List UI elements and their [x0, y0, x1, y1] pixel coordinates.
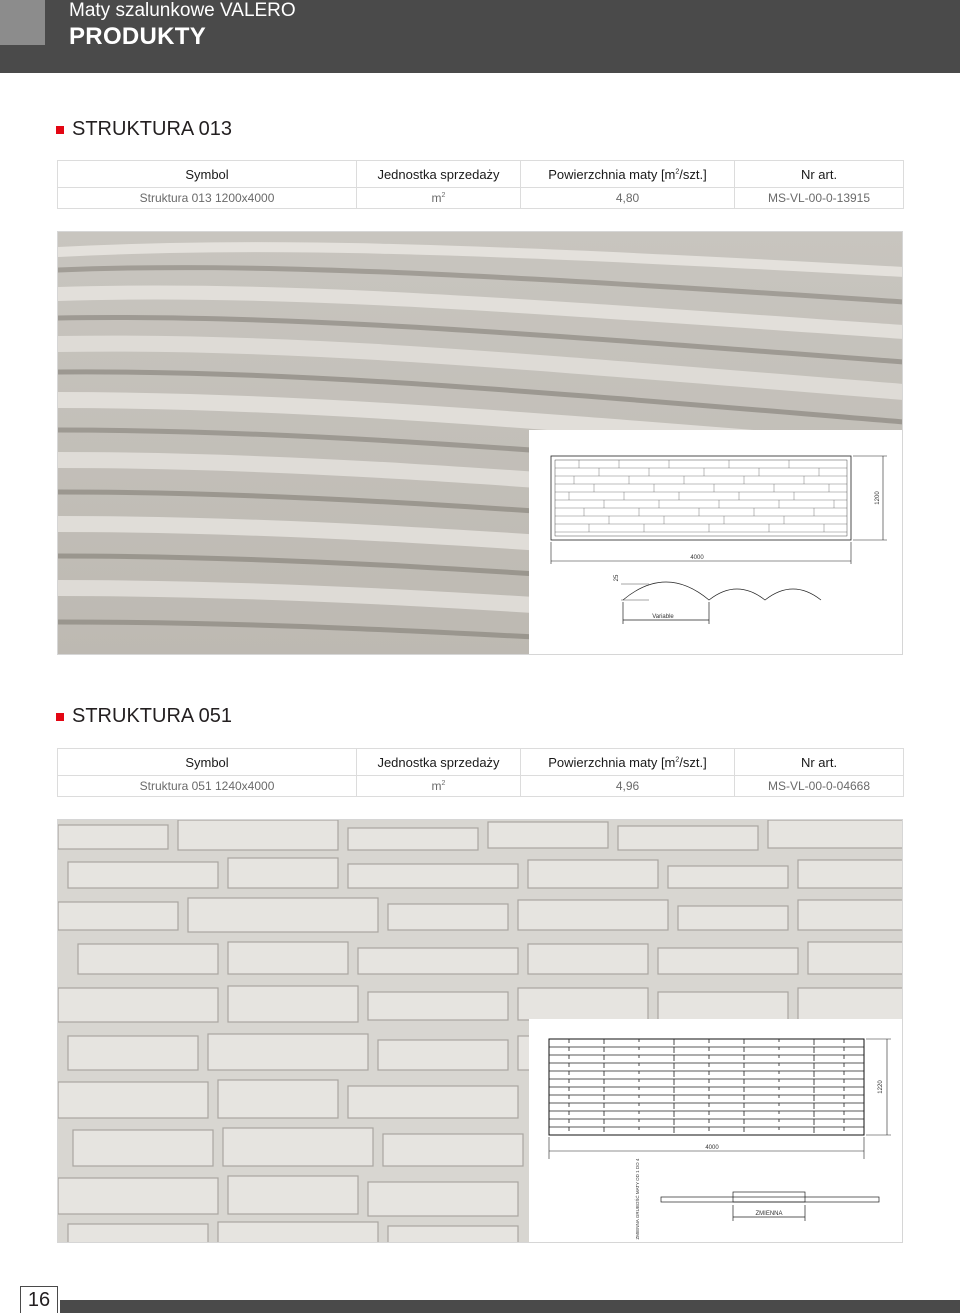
- section-heading-051: [56, 705, 232, 728]
- length-label: 4000: [705, 1145, 719, 1151]
- profile-label: ZMIENNA: [755, 1211, 783, 1217]
- table-header-row: [58, 161, 904, 188]
- header-bar: [0, 0, 960, 73]
- header-symbol: Symbol: [58, 161, 357, 188]
- red-bullet-icon: [56, 713, 64, 721]
- cell-symbol: Struktura 013 1200x4000: [58, 188, 357, 209]
- brick-pattern: [555, 460, 847, 532]
- header-logo-square: [0, 0, 45, 45]
- technical-drawing-013: [529, 430, 903, 655]
- page-number: 16: [20, 1286, 58, 1313]
- section-title: STRUKTURA 051: [72, 705, 233, 727]
- cell-symbol: Struktura 051 1240x4000: [58, 776, 357, 797]
- technical-drawing-051: [529, 1019, 903, 1243]
- red-bullet-icon: [56, 126, 64, 134]
- thickness-label: 25: [614, 574, 620, 582]
- height-label: 1200: [875, 491, 881, 505]
- height-dimension: [853, 456, 887, 540]
- header-subtitle: Maty szalunkowe VALERO: [69, 0, 296, 21]
- cell-article: MS-VL-00-0-04668: [735, 776, 904, 797]
- profile-arches: [621, 582, 821, 624]
- height-label: 1220: [878, 1080, 884, 1094]
- header-symbol: Symbol: [58, 749, 357, 776]
- table-row: [58, 188, 904, 209]
- header-title: PRODUKTY: [69, 23, 207, 50]
- profile-label: Variable: [652, 614, 674, 620]
- texture-photo-051: [57, 819, 903, 1243]
- cell-unit: $m^2$: [357, 776, 521, 797]
- section-title: STRUKTURA 013: [72, 118, 233, 140]
- table-row: [58, 776, 904, 797]
- section-heading-013: [56, 118, 232, 141]
- table-header-row: [58, 749, 904, 776]
- panel-outline: [551, 456, 851, 540]
- cell-area: 4,96: [521, 776, 735, 797]
- stone-pattern: [549, 1039, 864, 1135]
- cell-article: MS-VL-00-0-13915: [735, 188, 904, 209]
- header-area: Powierzchnia maty $[m^2/szt.]$: [521, 161, 735, 188]
- header-unit: Jednostka sprzedaży: [357, 749, 521, 776]
- cell-unit: $m^2$: [357, 188, 521, 209]
- thickness-label: ZMIENNA GRUBOŚĆ MATY OD 1 DO 4: [635, 1158, 640, 1240]
- header-article: Nr art.: [735, 749, 904, 776]
- header-unit: Jednostka sprzedaży: [357, 161, 521, 188]
- spec-table-051: [57, 748, 904, 797]
- header-area: Powierzchnia maty $[m^2/szt.]$: [521, 749, 735, 776]
- footer-bar: [60, 1300, 960, 1313]
- header-article: Nr art.: [735, 161, 904, 188]
- texture-photo-013: [57, 231, 903, 655]
- length-label: 4000: [690, 555, 704, 561]
- cell-area: 4,80: [521, 188, 735, 209]
- spec-table-013: [57, 160, 904, 209]
